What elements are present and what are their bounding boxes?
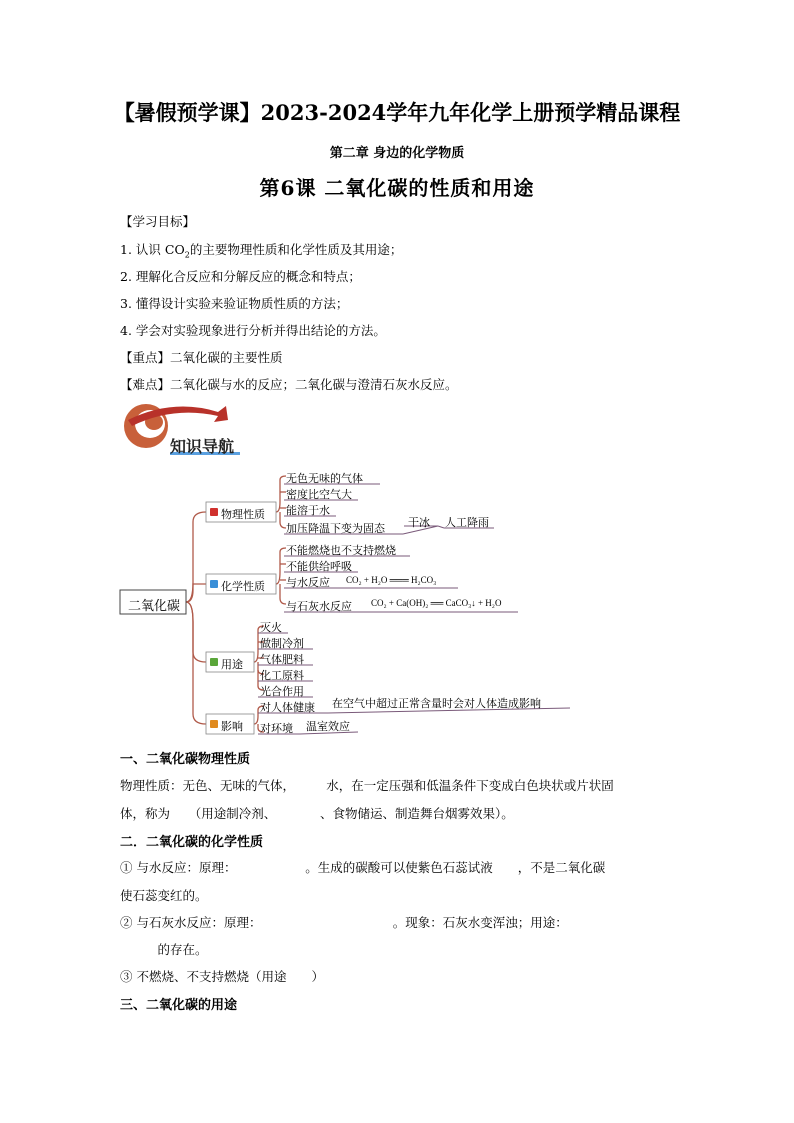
difficult-point: 【难点】二氧化碳与水的反应；二氧化碳与澄清石灰水反应。 xyxy=(120,377,458,392)
mindmap-item: 灭火 xyxy=(260,621,282,634)
mindmap-root: 二氧化碳 xyxy=(128,599,181,614)
branch-physical: 物理性质 xyxy=(221,508,265,521)
mindmap-item: 在空气中超过正常含量时会对人体造成影响 xyxy=(332,697,541,710)
banner-text: 知识导航 xyxy=(170,437,235,456)
mindmap-item: 加压降温下变为固态 xyxy=(286,522,385,535)
knowledge-nav-banner xyxy=(118,400,248,460)
branch-uses: 用途 xyxy=(221,658,243,671)
mindmap-item: 化工原料 xyxy=(260,669,304,682)
key-point: 【重点】二氧化碳的主要性质 xyxy=(120,350,283,365)
mindmap-item: 与水反应 xyxy=(286,576,330,589)
body-line: ② 与石灰水反应：原理： 。现象：石灰水变浑浊；用途： xyxy=(120,915,568,930)
mindmap-item: 做制冷剂 xyxy=(260,637,304,650)
equation-co2-water: CO₂ + H₂O ═══ H₂CO₃ xyxy=(346,575,437,585)
equation-co2-limewater: CO₂ + Ca(OH)₂ ══ CaCO₃↓ + H₂O xyxy=(371,598,502,608)
mindmap-item: 干冰 xyxy=(408,516,430,529)
body-line: 物理性质：无色、无味的气体， 水，在一定压强和低温条件下变成白色块状或片状固 xyxy=(120,778,614,793)
body-line: 体，称为 （用途制冷剂、 、食物储运、制造舞台烟雾效果）。 xyxy=(120,806,514,821)
mindmap-item: 对人体健康 xyxy=(260,701,315,714)
mindmap-item: 气体肥料 xyxy=(260,653,304,666)
mindmap-item: 不能燃烧也不支持燃烧 xyxy=(286,544,396,557)
mindmap-item: 对环境 xyxy=(260,722,293,735)
mindmap-item: 能溶于水 xyxy=(286,504,330,517)
section-heading: 一、二氧化碳物理性质 xyxy=(120,752,251,767)
branch-chemical: 化学性质 xyxy=(221,580,265,593)
mindmap-item: 光合作用 xyxy=(260,685,304,698)
goals-label: 【学习目标】 xyxy=(120,214,196,229)
body-line: 使石蕊变红的。 xyxy=(120,888,208,903)
body-line: ③ 不燃烧、不支持燃烧（用途 ） xyxy=(120,969,324,984)
body-line: ① 与水反应：原理： 。生成的碳酸可以使紫色石蕊试液 ，不是二氧化碳 xyxy=(120,860,606,875)
body-line: 的存在。 xyxy=(120,942,208,957)
goal-item: 2. 理解化合反应和分解反应的概念和特点； xyxy=(120,269,361,284)
goal-item: 3. 懂得设计实验来验证物质性质的方法； xyxy=(120,296,349,311)
goal-item: 4. 学会对实验现象进行分析并得出结论的方法。 xyxy=(120,323,386,338)
section-heading: 三、二氧化碳的用途 xyxy=(120,998,238,1013)
mindmap-item: 人工降雨 xyxy=(445,516,489,529)
mindmap-item: 无色无味的气体 xyxy=(286,472,363,485)
mindmap xyxy=(118,462,578,742)
mindmap-item: 密度比空气大 xyxy=(286,488,352,501)
branch-impact: 影响 xyxy=(221,720,243,733)
lesson-heading: 第6课 二氧化碳的性质和用途 xyxy=(259,176,535,200)
document-title: 【暑假预学课】2023-2024学年九年化学上册预学精品课程 xyxy=(113,100,681,125)
mindmap-item: 与石灰水反应 xyxy=(286,600,352,613)
chapter-heading: 第二章 身边的化学物质 xyxy=(329,146,465,161)
section-heading: 二．二氧化碳的化学性质 xyxy=(120,835,264,850)
mindmap-item: 温室效应 xyxy=(306,720,350,733)
mindmap-item: 不能供给呼吸 xyxy=(286,560,352,573)
goal-item: 1. 认识 $CO_2$的主要物理性质和化学性质及其用途； xyxy=(120,242,403,260)
